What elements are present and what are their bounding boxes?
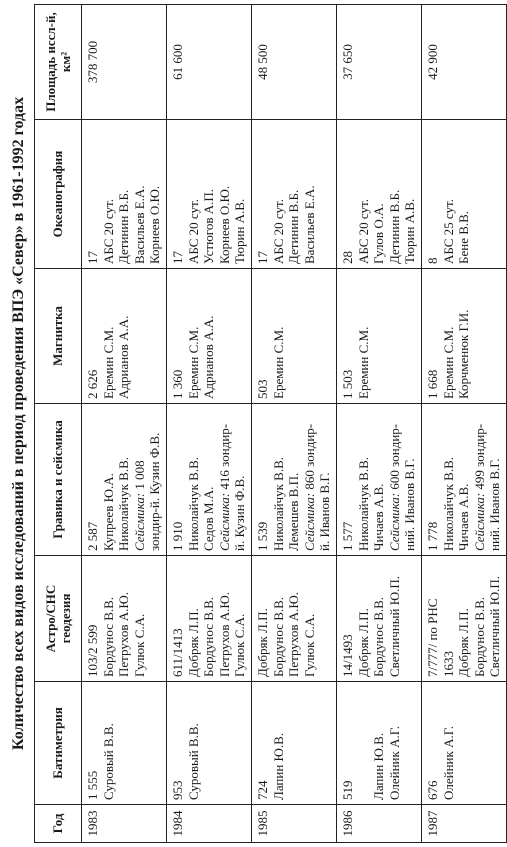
geodesy-cell <box>82 556 167 682</box>
gravity-line: Николайчук В.В. <box>185 457 201 551</box>
area-value: 61 600 <box>170 44 185 80</box>
header-area: Площадь иссл-й, км² <box>35 5 82 120</box>
geodesy-line: Гулюк С.А. <box>301 613 317 677</box>
gravity-line: 2 587 <box>85 521 100 551</box>
gravity-cell <box>337 404 422 556</box>
magnetics-line: Еремин С.М. <box>355 326 371 399</box>
seismic-line: й. Кузин Ф.В. <box>232 475 247 551</box>
year-value: 1983 <box>85 810 100 837</box>
bathymetry-line: Олейник А.Г. <box>440 725 456 800</box>
bathymetry-line: 953 <box>170 780 185 800</box>
oceanography-line: АБС 25 сут. <box>440 199 456 264</box>
gravity-line: Николайчук В.В. <box>440 457 456 551</box>
magnetics-cell <box>422 269 507 404</box>
geodesy-line: Бордунос В.В. <box>201 596 216 677</box>
geodesy-line: Бордунос В.В. <box>371 596 386 677</box>
header-magnetics: Магнитка <box>35 269 82 404</box>
oceanography-line: Васильев Е.А. <box>131 185 147 264</box>
table-row <box>82 5 167 843</box>
gravity-line: Купреев Ю.А. <box>100 473 116 551</box>
bathymetry-line: 519 <box>340 780 355 800</box>
gravity-line: Николайчук В.В. <box>355 457 371 551</box>
oceanography-line: 17 <box>170 251 185 264</box>
oceanography-line: 28 <box>340 251 355 264</box>
geodesy-line: 14/1493 <box>340 634 355 677</box>
geodesy-line: 103/2 599 <box>85 624 100 677</box>
oceanography-line: 17 <box>85 251 100 264</box>
oceanography-line: Корнеев О.Ю. <box>216 185 232 264</box>
bathymetry-line: Лапин Ю.В. <box>270 732 286 800</box>
gravity-line: Чичаев А.В. <box>456 483 471 551</box>
table-row <box>337 5 422 843</box>
gravity-cell <box>252 404 337 556</box>
area-value: 37 650 <box>340 44 355 80</box>
magnetics-cell <box>167 269 252 404</box>
area-cell <box>82 5 167 120</box>
bathymetry-line: 724 <box>255 780 270 800</box>
geodesy-line: Петрухов А.Ю. <box>216 592 232 677</box>
year-value: 1984 <box>170 810 185 837</box>
year-cell <box>82 805 167 843</box>
area-cell <box>337 5 422 120</box>
oceanography-line: Корнеев О.Ю. <box>147 185 162 264</box>
geodesy-line: Светличный Ю.П. <box>487 576 502 677</box>
oceanography-line: АБС 20 сут. <box>100 199 116 264</box>
oceanography-line: Тюрин А.В. <box>402 198 417 264</box>
magnetics-line: Еремин С.М. <box>270 326 286 399</box>
magnetics-line: 1 668 <box>425 369 440 399</box>
seismic-line <box>217 408 233 551</box>
geodesy-line: Бордунос В.В. <box>471 596 487 677</box>
header-geodesy: Астро/СНС геодезия <box>35 556 82 682</box>
year-value: 1987 <box>425 810 440 837</box>
seismic-value: 600 зондир- <box>386 423 402 493</box>
gravity-line: 1 778 <box>425 521 440 551</box>
geodesy-line: Петрухов А.Ю. <box>116 592 131 677</box>
magnetics-line: Еремин С.М. <box>100 326 116 399</box>
research-table <box>34 4 507 843</box>
seismic-label: Сейсмика: <box>471 492 487 551</box>
geodesy-line: Светличный Ю.П. <box>386 576 402 677</box>
geodesy-line: Добряк Л.П. <box>456 608 471 677</box>
oceanography-line: Тюрин А.В. <box>232 198 247 264</box>
gravity-line: Николайчук В.В. <box>270 457 286 551</box>
gravity-cell <box>82 404 167 556</box>
gravity-line: 1 910 <box>170 521 185 551</box>
seismic-line <box>132 408 148 551</box>
seismic-line <box>387 408 403 551</box>
year-value: 1986 <box>340 810 355 837</box>
table-row <box>422 5 507 843</box>
geodesy-line: 1633 <box>440 651 456 677</box>
oceanography-cell <box>422 120 507 269</box>
oceanography-line: АБС 20 сут. <box>355 199 371 264</box>
oceanography-cell <box>337 120 422 269</box>
bathymetry-cell <box>167 682 252 805</box>
bathymetry-cell <box>422 682 507 805</box>
table-title: Количество всех видов исследований в период проведения ВПЭ «Север» в 1961-1992 годах <box>10 96 27 751</box>
bathymetry-cell <box>337 682 422 805</box>
seismic-line <box>302 408 318 551</box>
oceanography-line: Гулов О.А. <box>371 203 386 264</box>
gravity-line: Лемешев В.П. <box>286 472 301 551</box>
oceanography-line: АБС 20 сут. <box>185 199 201 264</box>
year-value: 1985 <box>255 810 270 837</box>
gravity-cell <box>167 404 252 556</box>
oceanography-line: Устюгов А.П. <box>201 189 216 264</box>
magnetics-line: Адрианов А.А. <box>201 315 216 399</box>
oceanography-line: Бене В.В. <box>456 210 471 264</box>
seismic-label: Сейсмика: <box>216 492 232 551</box>
oceanography-line: Детинин В.Б. <box>286 189 301 264</box>
area-cell <box>252 5 337 120</box>
geodesy-cell <box>167 556 252 682</box>
header-year: Год <box>35 805 82 843</box>
magnetics-cell <box>82 269 167 404</box>
magnetics-cell <box>252 269 337 404</box>
seismic-line <box>472 408 488 551</box>
oceanography-cell <box>82 120 167 269</box>
year-cell <box>252 805 337 843</box>
magnetics-line: 2 626 <box>85 369 100 399</box>
table-row <box>252 5 337 843</box>
oceanography-cell <box>167 120 252 269</box>
magnetics-line: Адрианов А.А. <box>116 315 131 399</box>
bathymetry-line: Олейник А.Г. <box>386 725 402 800</box>
magnetics-line: Корчменюк Г.И. <box>456 309 471 399</box>
magnetics-cell <box>337 269 422 404</box>
seismic-label: Сейсмика: <box>301 492 317 551</box>
seismic-line: ний. Иванов В.Г. <box>402 458 417 551</box>
seismic-value: 499 зондир- <box>471 423 487 493</box>
seismic-value: 416 зондир- <box>216 423 232 493</box>
magnetics-line: Еремин С.М. <box>440 326 456 399</box>
oceanography-line: Детинин В.Б. <box>386 189 402 264</box>
oceanography-line: 17 <box>255 251 270 264</box>
bathymetry-cell <box>252 682 337 805</box>
year-cell <box>422 805 507 843</box>
area-value: 42 900 <box>425 44 440 80</box>
gravity-line: Чичаев А.В. <box>371 483 386 551</box>
magnetics-line: 503 <box>255 379 270 399</box>
header-bathymetry: Батиметрия <box>35 682 82 805</box>
seismic-line: зондир-й. Кузин Ф.В. <box>147 432 162 551</box>
geodesy-line: Добряк Л.П. <box>355 608 371 677</box>
seismic-label: Сейсмика: <box>131 492 147 551</box>
geodesy-line: Петрухов А.Ю. <box>286 592 301 677</box>
geodesy-line: Бордунос В.В. <box>100 596 116 677</box>
oceanography-cell <box>252 120 337 269</box>
seismic-value: 1 008 <box>131 460 147 493</box>
geodesy-line: 7/777/ по РНС <box>425 598 440 677</box>
seismic-label: Сейсмика: <box>386 492 402 551</box>
gravity-line: 1 539 <box>255 521 270 551</box>
bathymetry-line: 1 555 <box>85 770 100 800</box>
magnetics-line: Еремин С.М. <box>185 326 201 399</box>
gravity-line: 1 577 <box>340 521 355 551</box>
magnetics-line: 1 503 <box>340 369 355 399</box>
seismic-value: 860 зондир- <box>301 423 317 493</box>
geodesy-cell <box>337 556 422 682</box>
header-oceanography: Океанография <box>35 120 82 269</box>
gravity-cell <box>422 404 507 556</box>
bathymetry-line: Лапин Ю.В. <box>371 732 386 800</box>
year-cell <box>167 805 252 843</box>
bathymetry-line: Суровый В.В. <box>100 723 116 800</box>
area-cell <box>167 5 252 120</box>
seismic-line: ний. Иванов В.Г. <box>487 458 502 551</box>
year-cell <box>337 805 422 843</box>
header-gravity: Гравика и сейсмика <box>35 404 82 556</box>
bathymetry-cell <box>82 682 167 805</box>
oceanography-line: 8 <box>425 257 440 264</box>
geodesy-cell <box>422 556 507 682</box>
geodesy-line: Бордунос В.В. <box>270 596 286 677</box>
header-row <box>35 5 82 843</box>
geodesy-line: 611/1413 <box>170 628 185 677</box>
geodesy-line: Добряк Л.П. <box>185 608 201 677</box>
gravity-line: Седов М.А. <box>201 486 216 551</box>
seismic-line: й. Иванов В.Г. <box>317 472 332 551</box>
geodesy-line: Добряк Л.П. <box>255 608 270 677</box>
gravity-line: Николайчук В.В. <box>116 457 131 551</box>
area-value: 378 700 <box>85 40 100 84</box>
bathymetry-line <box>356 686 372 800</box>
area-cell <box>422 5 507 120</box>
geodesy-line: Гулюк С.А. <box>232 613 247 677</box>
oceanography-line: АБС 20 сут. <box>270 199 286 264</box>
geodesy-line: Гулюк С.А. <box>131 613 147 677</box>
magnetics-line: 1 360 <box>170 369 185 399</box>
bathymetry-line: Суровый В.В. <box>185 723 201 800</box>
oceanography-line: Детинин В.Б. <box>116 189 131 264</box>
area-value: 48 500 <box>255 44 270 80</box>
geodesy-cell <box>252 556 337 682</box>
table-row <box>167 5 252 843</box>
bathymetry-line: 676 <box>425 780 440 800</box>
oceanography-line: Васильев Е.А. <box>301 185 317 264</box>
